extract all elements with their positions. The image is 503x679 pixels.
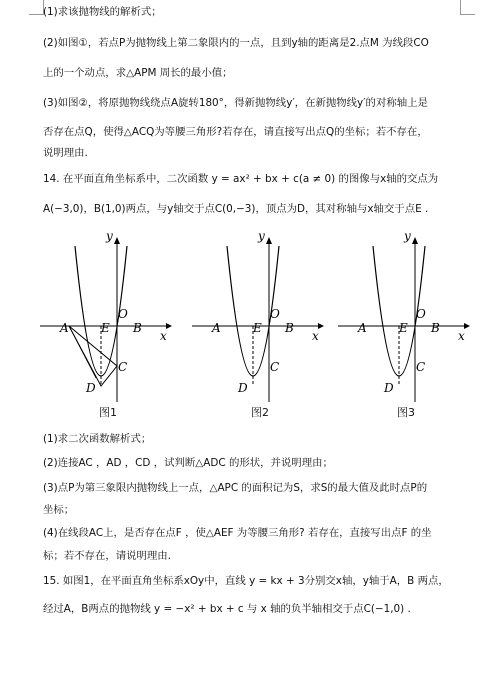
point-label-c: C (416, 360, 426, 374)
x-axis-label: x (312, 329, 319, 343)
text-line: 标；若不存在，请说明理由. (43, 550, 171, 562)
figure-1-graph (38, 228, 178, 404)
text-line: A(−3,0)，B(1,0)两点，与y轴交于点C(0,−3)，顶点为D，其对称轴与x轴交于点E . (43, 203, 429, 215)
point-label-d: D (86, 381, 96, 395)
figure-3-graph (336, 228, 476, 404)
point-label-o: O (118, 307, 128, 321)
page-corner-mark-left (29, 0, 44, 15)
point-label-a: A (60, 321, 69, 335)
point-label-o: O (270, 307, 280, 321)
text-line: 上的一个动点，求△APM 周长的最小值； (43, 67, 233, 79)
point-label-d: D (384, 381, 394, 395)
point-label-e: E (399, 321, 408, 335)
y-axis-label: y (404, 229, 411, 243)
figure-2-caption: 图2 (251, 406, 269, 419)
x-axis-label: x (160, 329, 167, 343)
point-label-a: A (212, 321, 221, 335)
text-line: 否存在点Q，使得△ACQ为等腰三角形?若存在，请直接写出点Q的坐标；若不存在， (43, 126, 428, 138)
figures-row (38, 228, 478, 428)
point-label-e: E (101, 321, 110, 335)
figure-1 (38, 228, 178, 419)
text-line: (1)求该抛物线的解析式； (43, 6, 162, 18)
figure-1-caption: 图1 (99, 406, 117, 419)
text-line: (2)连接AC ，AD ，CD ，试判断△ADC 的形状，并说明理由； (43, 457, 333, 469)
text-line: 经过A，B两点的抛物线 y = −x² + bx + c 与 x 轴的负半轴相交于点C(−1,0) . (43, 603, 411, 615)
x-axis-label: x (458, 329, 465, 343)
point-label-a: A (358, 321, 367, 335)
point-label-c: C (118, 360, 128, 374)
text-line: 15. 如图1，在平面直角坐标系xOy中，直线 y = kx + 3分别交x轴，y轴于A，B 两点， (43, 575, 449, 587)
point-label-e: E (253, 321, 262, 335)
text-line: (1)求二次函数解析式； (43, 433, 152, 445)
text-line: 说明理由. (43, 147, 88, 159)
text-line: (3)如图②，将原抛物线绕点A旋转180°，得新抛物线y′，在新抛物线y′的对称轴上是 (43, 97, 428, 109)
point-label-c: C (270, 360, 280, 374)
point-label-o: O (416, 307, 426, 321)
text-line: (3)点P为第三象限内抛物线上一点，△APC 的面积记为S，求S的最大值及此时点P的 (43, 482, 428, 494)
y-axis-label: y (106, 229, 113, 243)
point-label-b: B (133, 321, 142, 335)
point-label-b: B (431, 321, 440, 335)
figure-3-caption: 图3 (397, 406, 415, 419)
y-axis-label: y (258, 229, 265, 243)
figure-3 (336, 228, 476, 419)
figure-2-graph (190, 228, 330, 404)
text-line: (2)如图①，若点P为抛物线上第二象限内的一点，且到y轴的距离是2.点M 为线段CO (43, 37, 429, 49)
text-line: (4)在线段AC上，是否存在点F ，使△AEF 为等腰三角形? 若存在，直接写出点F 的坐 (43, 527, 432, 539)
figure-2 (190, 228, 330, 419)
point-label-b: B (285, 321, 294, 335)
point-label-d: D (238, 381, 248, 395)
text-line: 14. 在平面直角坐标系中，二次函数 y = ax² + bx + c(a ≠ 0) 的图像与x轴的交点为 (43, 173, 439, 185)
text-line: 坐标； (43, 504, 75, 516)
